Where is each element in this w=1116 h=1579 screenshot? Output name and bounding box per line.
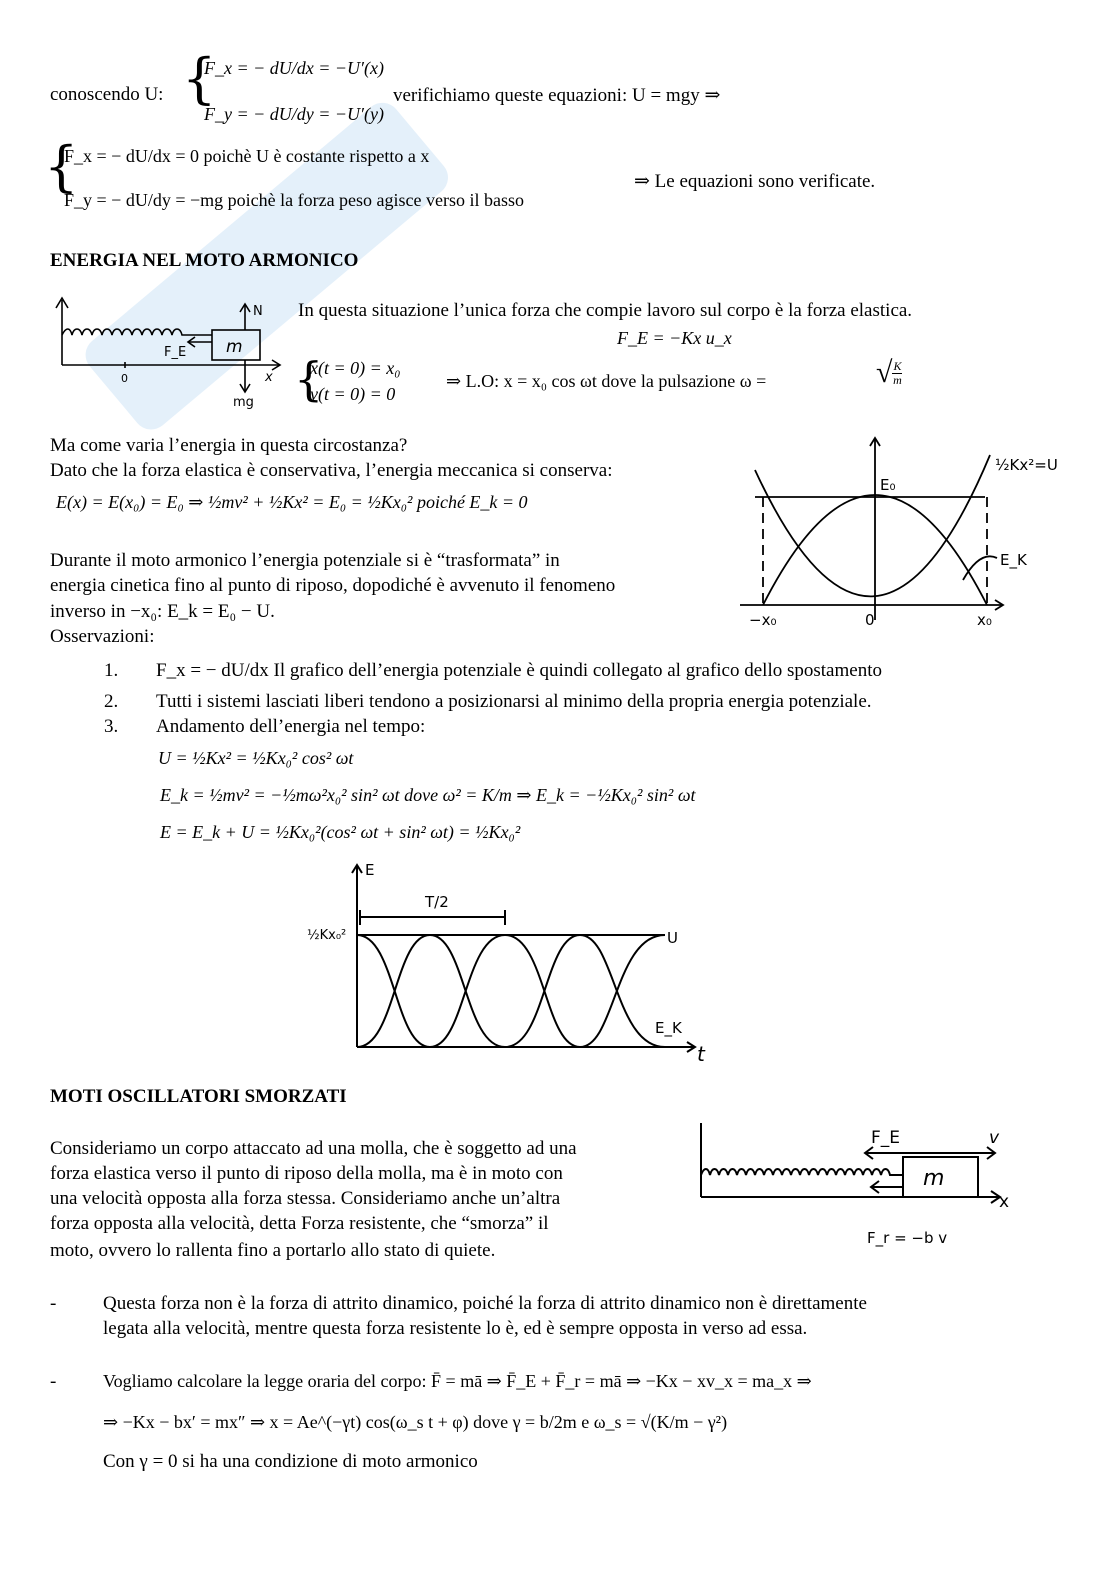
label-x0: x₀ (977, 611, 992, 629)
dash1-line-a: Questa forza non è la forza di attrito dinamico, poiché la forza di attrito dinamico non è direttamente (103, 1293, 867, 1314)
transform-line-2: energia cinetica fino al punto di riposo, dopodiché è avvenuto il fenomeno (50, 575, 616, 596)
obs-text-1: F_x = − dU/dx Il grafico dell’energia potenziale è quindi collegato al grafico dello spostamento (156, 660, 882, 681)
label-m: m (923, 1166, 945, 1191)
obs-text-2: Tutti i sistemi lasciati liberi tendono a posizionarsi al minimo della propria energia potenziale. (156, 691, 872, 712)
label-mg: mg (233, 395, 254, 410)
fy-equation: F_y = − dU/dy = −U′(y) (204, 104, 384, 124)
dash2-line-c: Con γ = 0 si ha una condizione di moto armonico (103, 1451, 478, 1472)
only-force-text: In questa situazione l’unica forza che compie lavoro sul corpo è la forza elastica. (298, 300, 913, 321)
verify-text: verifichiamo queste equazioni: U = mgy ⇒ (393, 85, 721, 106)
label-fr: F_r = −b v (867, 1229, 948, 1247)
obs-num-3: 3. (104, 716, 119, 737)
obs-text-3: Andamento dell’energia nel tempo: (156, 716, 426, 737)
damped-para-4: forza opposta alla velocità, detta Forza resistente, che “smorza” il (50, 1213, 549, 1234)
fy-check: F_y = − dU/dy = −mg poichè la forza peso agisce verso il basso (64, 190, 525, 210)
conclusion-text: ⇒ Le equazioni sono verificate. (634, 171, 876, 192)
fe-vector-eq: F_E = −Kx u_x (617, 328, 732, 348)
kinetic-time-curve (357, 935, 665, 1047)
label-e0: E₀ (880, 476, 896, 494)
energy-equation: E(x) = E(x₀) = E₀ ⇒ ½mv² + ½Kx² = E₀ = ½Kx₀² poiché E_k = 0 (56, 492, 528, 512)
label-origin: 0 (865, 611, 875, 629)
label-x: x (265, 370, 273, 385)
left-brace: { (182, 47, 217, 110)
damped-para-3: una velocità opposta alla forza stessa. Consideriamo anche un’altra (50, 1188, 561, 1209)
label-ek: E_K (1000, 551, 1027, 569)
section-title-damped: MOTI OSCILLATORI SMORZATI (50, 1086, 347, 1107)
observations-label: Osservazioni: (50, 626, 155, 647)
label-x: x (999, 1192, 1010, 1212)
intro-knowing: conoscendo U: (50, 84, 164, 105)
fx-equation: F_x = − dU/dx = −U′(x) (204, 58, 384, 78)
dash2-line-b: ⇒ −Kx − bx′ = mx″ ⇒ x = Ae^(−γt) cos(ω_s t + φ) dove γ = b/2m e ω_s = √(K/m − γ²) (103, 1412, 728, 1432)
dash1-line-b: legata alla velocità, mentre questa forza resistente lo è, ed è sempre opposta in verso ad essa. (103, 1318, 808, 1339)
question-text: Ma come varia l’energia in questa circostanza? (50, 435, 408, 456)
ic-v: v(t = 0) = 0 (310, 384, 396, 404)
label-fe: F_E (871, 1128, 901, 1148)
label-n: N (253, 304, 263, 319)
label-e: E (365, 861, 375, 879)
damped-para-2: forza elastica verso il punto di riposo della molla, ma è in moto con (50, 1163, 563, 1184)
obs-num-1: 1. (104, 660, 119, 681)
transform-line-3: inverso in −x₀: E_k = E₀ − U. (50, 601, 275, 622)
omega-sqrt: √ $\frac{K}{m}$ (876, 356, 902, 389)
label-t: t (697, 1042, 705, 1066)
label-minus-x0: −x₀ (749, 611, 777, 629)
ic-x: x(t = 0) = x₀ (310, 358, 401, 378)
label-fe: F_E (164, 345, 187, 360)
bullet-dash: - (50, 1293, 57, 1314)
label-v: v (989, 1128, 1000, 1148)
omega-den: m (893, 372, 902, 387)
label-zero: 0 (121, 372, 128, 385)
label-u: U (667, 929, 678, 947)
damped-para-1: Consideriamo un corpo attaccato ad una molla, che è soggetto ad una (50, 1138, 577, 1159)
ek-time-eq: E_k = ½mv² = −½mω²x₀² sin² ωt dove ω² = K/m ⇒ E_k = −½Kx₀² sin² ωt (160, 785, 696, 805)
spring-coil (62, 329, 212, 335)
bullet-dash: - (50, 1371, 57, 1392)
fx-check: F_x = − dU/dx = 0 poichè U è costante rispetto a x (64, 146, 430, 166)
dash2-line-a: Vogliamo calcolare la legge oraria del corpo: F̄ = mā ⇒ F̄_E + F̄_r = mā ⇒ −Kx − xv_x = ma_x ⇒ (103, 1371, 812, 1391)
section-title-energy: ENERGIA NEL MOTO ARMONICO (50, 250, 359, 271)
damped-para-5: moto, ovvero lo rallenta fino a portarlo allo stato di quiete. (50, 1240, 496, 1261)
transform-line-1: Durante il moto armonico l’energia potenziale si è “trasformata” in (50, 550, 560, 571)
e-time-eq: E = E_k + U = ½Kx₀²(cos² ωt + sin² ωt) = ½Kx₀² (160, 822, 521, 842)
harmonic-law: ⇒ L.O: x = x₀ cos ωt dove la pulsazione ω = (446, 371, 767, 391)
left-brace: { (294, 352, 324, 406)
obs-num-2: 2. (104, 691, 119, 712)
label-ek: E_K (655, 1019, 682, 1037)
spring-figure-2 (695, 1115, 1025, 1255)
potential-time-curve (357, 935, 665, 1047)
potential-curve (755, 455, 990, 596)
label-half-period: T/2 (425, 893, 449, 911)
spring-coil (701, 1169, 903, 1175)
conservative-text: Dato che la forza elastica è conservativa, l’energia meccanica si conserva: (50, 460, 613, 481)
label-max: ½Kx₀² (307, 928, 347, 943)
label-u: ½Kx²=U (995, 456, 1058, 474)
omega-num: K (893, 358, 902, 373)
left-brace: { (44, 135, 79, 198)
u-time-eq: U = ½Kx² = ½Kx₀² cos² ωt (158, 748, 354, 768)
spring-figure-1 (50, 290, 290, 415)
energy-position-graph (735, 430, 1065, 640)
energy-time-graph (305, 855, 715, 1070)
label-m: m (226, 337, 243, 357)
